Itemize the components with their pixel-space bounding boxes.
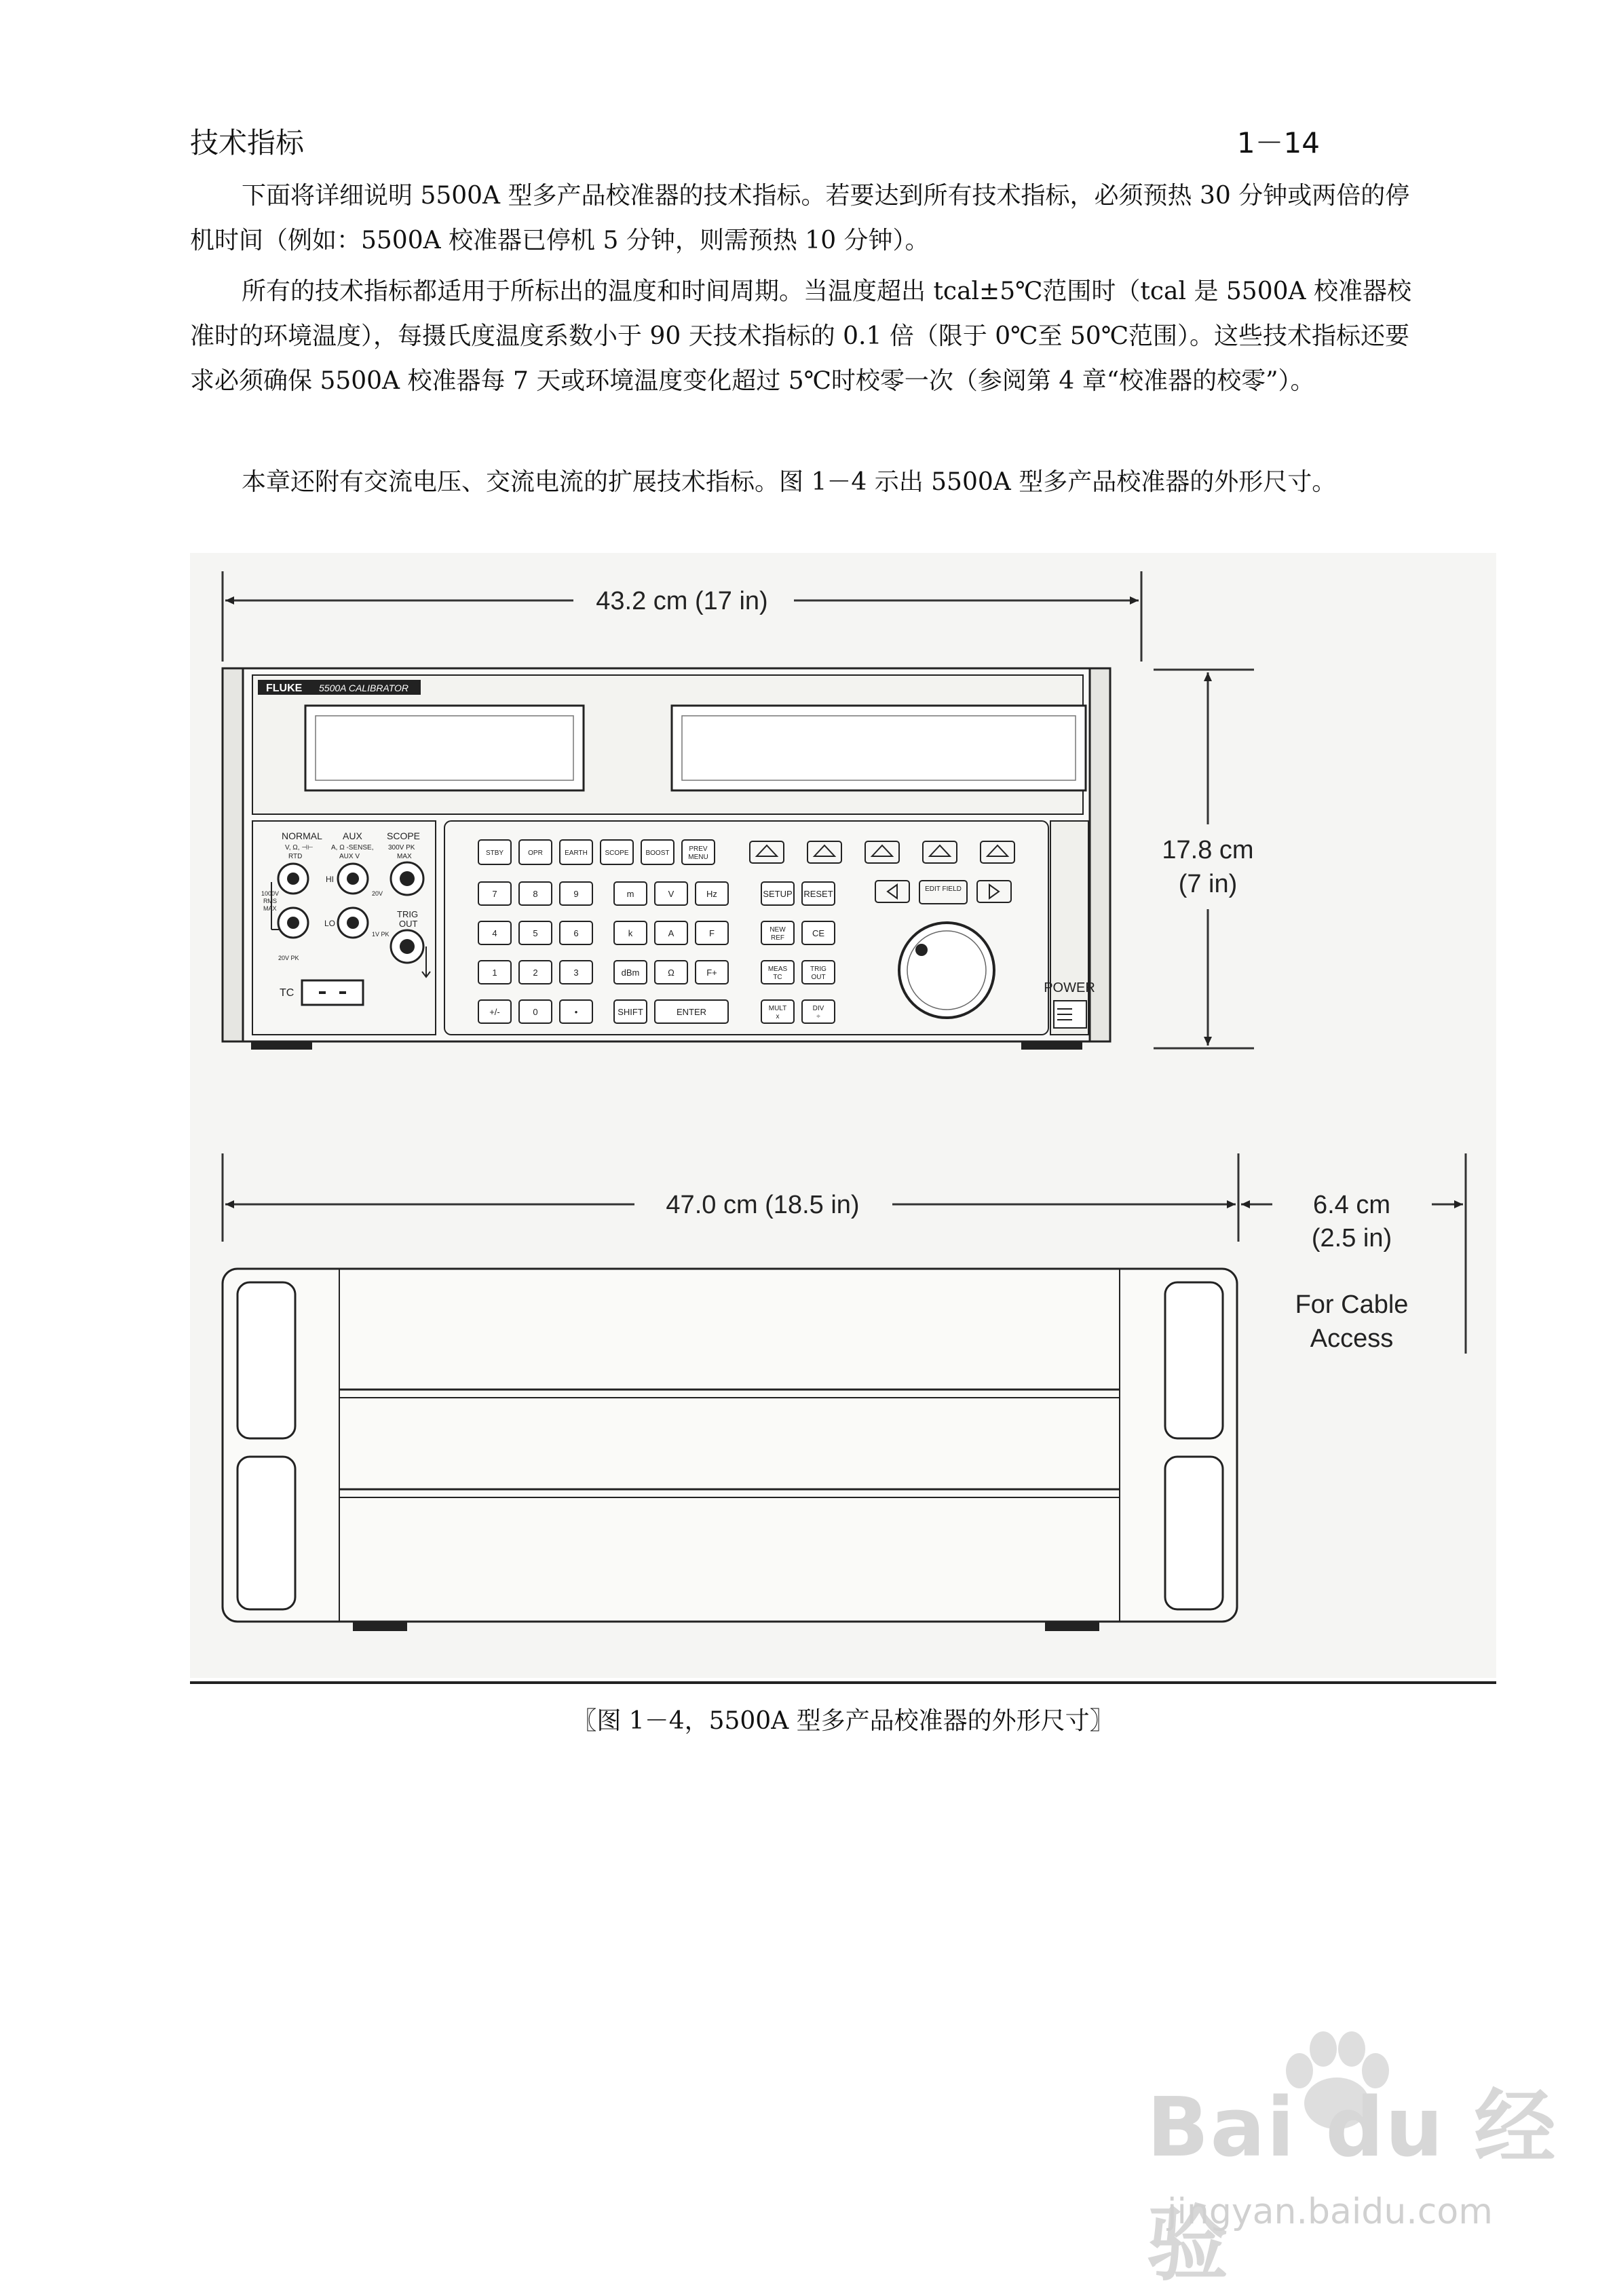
normal-lo-jack [278,908,308,938]
page-number: 1－14 [1236,126,1320,159]
keypad-key [614,1000,647,1023]
trig-out-label: OUT [399,919,418,929]
svg-text:7: 7 [492,889,497,899]
cable-note-line1: For Cable [1295,1290,1409,1319]
scope-label: SCOPE [387,830,421,841]
watermark-logo-text: Bai du 经验 [1147,2081,1557,2292]
svg-text:0: 0 [533,1007,538,1017]
svg-text:4: 4 [492,928,497,938]
cable-in-label: (2.5 in) [1311,1224,1392,1252]
svg-text:ENTER: ENTER [676,1007,707,1017]
svg-text:k: k [628,928,633,938]
aux-label: AUX [343,830,362,841]
svg-text:2: 2 [533,968,538,978]
keypad-key [560,1000,592,1023]
svg-text:REF: REF [771,934,784,942]
svg-text:F: F [709,928,715,938]
keypad-key [655,961,687,984]
svg-text:NEW: NEW [770,926,786,934]
keypad-key [478,961,511,984]
svg-text:MENU: MENU [688,854,708,861]
normal-rtd-label: RTD [288,853,303,860]
keypad-key [519,921,552,944]
tc-connector [302,980,363,1005]
keypad-key [478,882,511,905]
function-key-prev-menu [682,840,715,864]
aux-sub-label: A, Ω -SENSE, [331,844,374,852]
calibrator-side-view [223,1269,1237,1631]
svg-text:STBY: STBY [485,849,504,857]
svg-text:EARTH: EARTH [565,849,588,857]
v1pk-label: 1V PK [372,931,390,938]
max-label: MAX [263,905,277,912]
svg-text:1: 1 [492,968,497,978]
keypad-key [696,961,728,984]
function-key-earth [560,840,592,864]
keypad-key [478,921,511,944]
keypad-key [761,921,794,944]
side-foot-right [1045,1622,1099,1631]
svg-text:+/-: +/- [489,1007,500,1017]
svg-text:•: • [574,1007,578,1017]
keypad-key [478,1000,511,1023]
svg-text:SHIFT: SHIFT [618,1007,643,1017]
cable-access-dimension [1241,1153,1466,1354]
svg-text:DIV: DIV [812,1005,824,1012]
svg-text:SETUP: SETUP [763,889,793,899]
keypad-key [519,961,552,984]
keypad-key [802,1000,835,1023]
keypad-key [614,882,647,905]
cable-note-line2: Access [1310,1324,1394,1353]
normal-sub-label: V, Ω, ⊣⊢ [285,844,314,852]
keypad-key [696,882,728,905]
edit-field-label: EDIT FIELD [925,885,962,893]
cable-cm-label: 6.4 cm [1312,1191,1391,1219]
svg-text:9: 9 [573,889,579,899]
rotary-knob [899,923,994,1018]
section-title: 技术指标 [190,126,305,159]
svg-text:Hz: Hz [706,889,717,899]
paragraph-warmup: 下面将详细说明 5500A 型多产品校准器的技术指标。若要达到所有技术指标，必须预热 30 分钟或两倍的停机时间（例如：5500A 校准器已停机 5 分钟，则需预热 10 分钟）。 [190,182,1410,254]
aux-hi-jack [338,864,368,894]
svg-text:Ω: Ω [668,968,674,978]
front-foot-left [251,1041,312,1050]
keypad-key [761,882,794,905]
scope-sub2-label: MAX [397,853,412,860]
keypad-key [761,961,794,984]
keypad-key [802,882,835,905]
keypad-key [560,921,592,944]
svg-text:8: 8 [533,889,538,899]
side-foot-left [353,1622,407,1631]
front-width-dimension [223,571,1141,662]
svg-text:A: A [668,928,674,938]
svg-text:3: 3 [573,968,579,978]
scope-jack [391,862,423,895]
front-width-label: 43.2 cm (17 in) [596,587,768,615]
lo-label: LO [324,919,336,928]
svg-text:x: x [776,1013,780,1020]
side-handle-top-left [238,1282,295,1438]
keypad-key [560,961,592,984]
normal-label: NORMAL [282,830,322,841]
scope-sub-label: 300V PK [388,844,415,852]
svg-text:OUT: OUT [811,974,826,981]
aux-lo-jack [338,908,368,938]
svg-text:F+: F+ [706,968,717,978]
paragraph-extended-specs: 本章还附有交流电压、交流电流的扩展技术指标。图 1－4 示出 5500A 型多产品校准器的外形尺寸。 [242,468,1337,496]
keypad-key [761,1000,794,1023]
svg-text:MULT: MULT [768,1005,787,1012]
hi-label: HI [326,875,334,884]
keypad-key [519,882,552,905]
right-display [672,706,1086,790]
trig-label: TRIG [397,909,419,919]
svg-text:V: V [668,889,674,899]
figure-caption: 〖图 1－4，5500A 型多产品校准器的外形尺寸〗 [572,1707,1114,1735]
svg-text:BOOST: BOOST [645,849,670,857]
v1000-label: 1000V [261,890,280,897]
paragraph-temperature: 所有的技术指标都适用于所标出的温度和时间周期。当温度超出 tcal±5℃范围时（tcal 是 5500A 校准器校准时的环境温度），每摄氏度温度系数小于 90 天技术指标的 0.1 倍（限于 0℃至 50℃范围）。这些技术指标还要求必须确保 5500A 校准器每 7 天或环境温度变化超过 5℃时校零一次（参阅第 4 章“校准器的校零”）。 [190,278,1411,395]
left-handle [223,668,243,1041]
baidu-watermark [1147,2035,1581,2292]
svg-text:RESET: RESET [803,889,833,899]
brand-logo: FLUKE [266,683,303,694]
function-key-scope [601,840,633,864]
keypad-key [696,921,728,944]
function-key-opr [519,840,552,864]
tc-label: TC [280,987,294,999]
front-foot-right [1021,1041,1082,1050]
keypad-key [519,1000,552,1023]
keypad-key [560,882,592,905]
model-label: 5500A CALIBRATOR [319,683,409,693]
keypad-key [802,921,835,944]
watermark-url: jingyan.baidu.com [1167,2192,1493,2232]
rms-label: RMS [263,898,277,904]
keypad-key [655,1000,728,1023]
svg-text:SCOPE: SCOPE [605,849,629,857]
keypad-key [614,921,647,944]
height-dimension [1154,670,1254,1048]
aux-sub2-label: AUX V [339,853,360,860]
v20-label: 20V [372,890,383,897]
keypad-key [655,882,687,905]
svg-text:÷: ÷ [816,1013,820,1020]
side-handle-bottom-left [238,1457,295,1609]
side-handle-top-right [1165,1282,1223,1438]
function-key-boost [641,840,674,864]
function-key-stby [478,840,511,864]
keypad-key [614,961,647,984]
depth-label: 47.0 cm (18.5 in) [666,1191,860,1219]
v20pk-label: 20V PK [278,955,299,961]
side-handle-bottom-right [1165,1457,1223,1609]
calibrator-front-panel [223,668,1110,1050]
svg-text:dBm: dBm [621,968,640,978]
svg-text:6: 6 [573,928,579,938]
svg-text:5: 5 [533,928,538,938]
svg-text:MEAS: MEAS [767,965,788,973]
keypad-key [802,961,835,984]
trig-out-jack [391,930,423,963]
svg-text:CE: CE [812,928,825,938]
svg-text:m: m [626,889,634,899]
svg-text:PREV: PREV [689,845,708,853]
normal-hi-jack [278,864,308,894]
power-label: POWER [1044,980,1095,995]
height-cm-label: 17.8 cm [1162,836,1254,864]
left-display [305,706,584,790]
svg-text:TRIG: TRIG [810,965,826,973]
svg-text:OPR: OPR [528,849,543,857]
height-in-label: (7 in) [1178,870,1238,898]
depth-dimension [223,1153,1238,1242]
keypad-key [655,921,687,944]
figure-bottom-rule [190,1681,1496,1684]
svg-text:TC: TC [773,974,782,981]
